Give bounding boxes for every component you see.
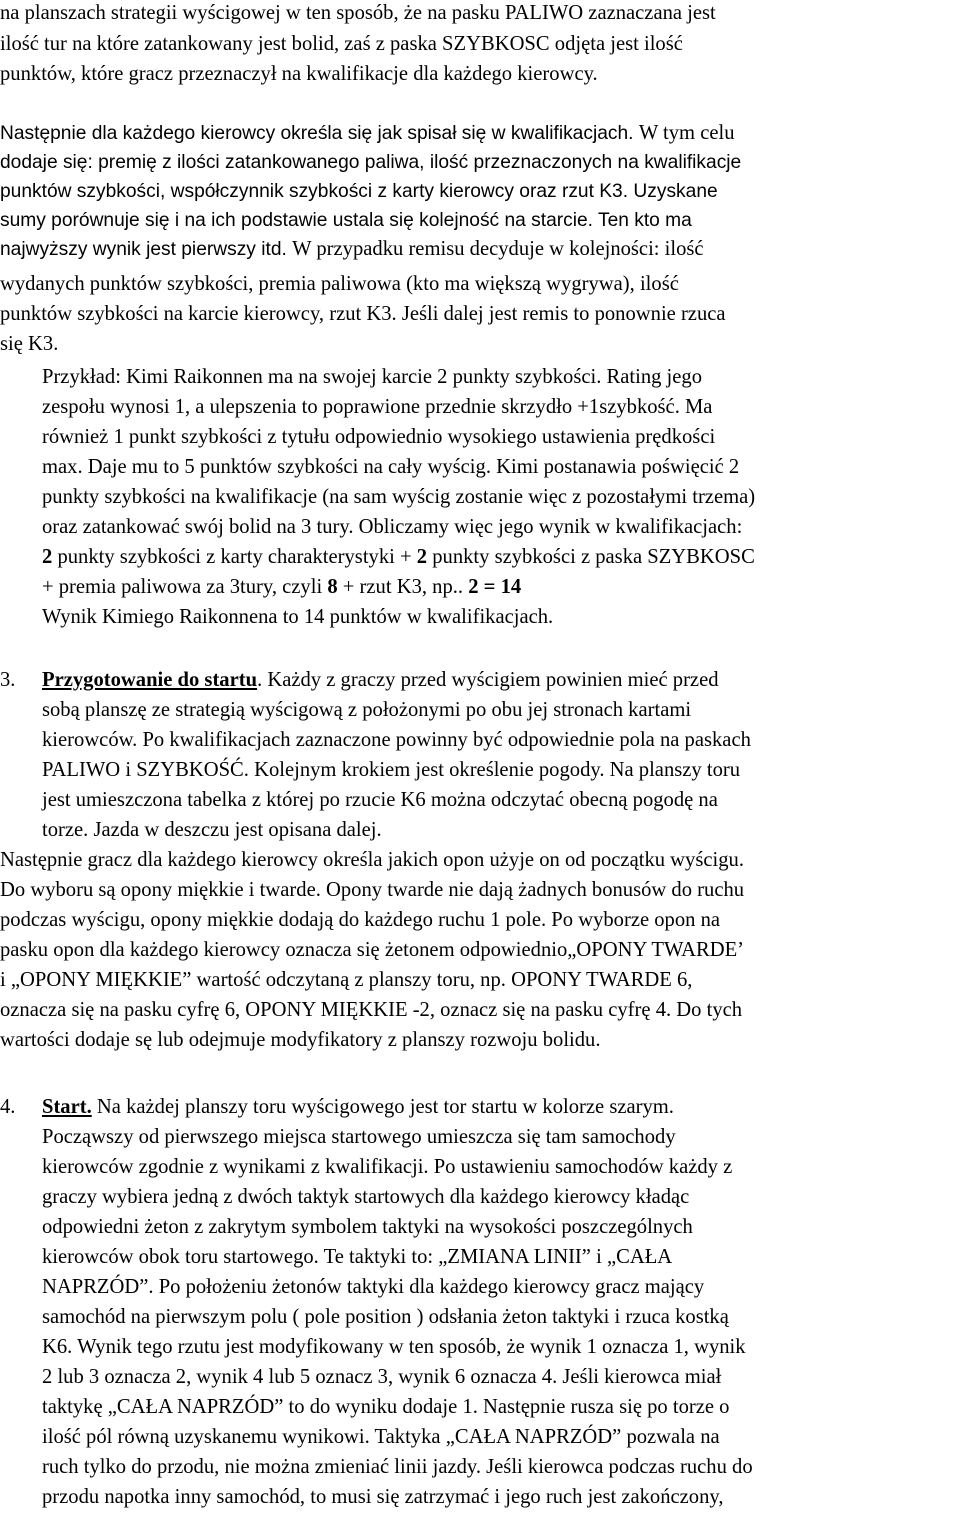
section4-line: ilość pól równą uzyskanemu wynikowi. Taktyka „CAŁA NAPRZÓD” pozwala na	[42, 1426, 720, 1448]
section4-line: 2 lub 3 oznacza 2, wynik 4 lub 5 oznacz 3, wynik 6 oznacza 4. Jeśli kierowca miał	[42, 1366, 722, 1388]
section-number: 3.	[0, 669, 16, 691]
section4-line: kierowców obok toru startowego. Te taktyki to: „ZMIANA LINII” i „CAŁA	[42, 1246, 673, 1268]
section4-line: samochód na pierwszym polu ( pole position ) odsłania żeton taktyki i rzuca kostką	[42, 1306, 729, 1328]
bold-number: 8	[327, 576, 338, 598]
section4-line: przodu napotka inny samochód, to musi się zatrzymać i jego ruch jest zakończony,	[42, 1486, 724, 1508]
text-span: + rzut K3, np..	[337, 576, 469, 598]
text-line: punktów szybkości na karcie kierowcy, rzut K3. Jeśli dalej jest remis to ponownie rzuca	[0, 303, 726, 325]
example-line	[42, 574, 521, 601]
section3-line: wartości dodaje sę lub odejmuje modyfikatory z planszy rozwoju bolidu.	[0, 1029, 601, 1051]
example-line: również 1 punkt szybkości z tytułu odpowiednio wysokiego ustawienia prędkości	[42, 426, 716, 448]
section3-line: jest umieszczona tabelka z której po rzucie K6 można odczytać obecną pogodę na	[42, 789, 718, 811]
text-span: W przypadku remisu decyduje w kolejności: ilość	[292, 238, 704, 260]
section3-line	[42, 667, 719, 694]
section3-line: podczas wyścigu, opony miękkie dodają do każdego ruchu 1 pole. Po wyborze opon na	[0, 909, 721, 931]
example-line: zespołu wynosi 1, a ulepszenia to poprawione przednie skrzydło +1szybkość. Ma	[42, 396, 713, 418]
bold-number: 2	[42, 546, 53, 568]
example-line: oraz zatankować swój bolid na 3 tury. Obliczamy więc jego wynik w kwalifikacjach:	[42, 516, 743, 538]
text-span: najwyższy wynik jest pierwszy itd.	[0, 239, 287, 260]
text-line: dodaje się: premię z ilości zatankowanego paliwa, ilość przeznaczonych na kwalifikacje	[0, 152, 742, 173]
section4-line: NAPRZÓD”. Po położeniu żetonów taktyki dla każdego kierowcy gracz mający	[42, 1276, 705, 1298]
text-span: Następnie dla każdego kierowcy określa się jak spisał się w kwalifikacjach.	[0, 123, 634, 144]
section3-line: oznacza się na pasku cyfrę 6, OPONY MIĘKKIE -2, oznacz się na pasku cyfrę 4. Do tych	[0, 999, 743, 1021]
text-line: wydanych punktów szybkości, premia paliwowa (kto ma większą wygrywa), ilość	[0, 273, 679, 295]
bold-equals: =	[478, 576, 501, 598]
example-line: max. Daje mu to 5 punktów szybkości na cały wyścig. Kimi postanawia poświęcić 2	[42, 456, 740, 478]
section4-line: kierowców zgodnie z wynikami z kwalifikacji. Po ustawieniu samochodów każdy z	[42, 1156, 733, 1178]
bold-number: 2	[468, 576, 479, 598]
text-line	[0, 120, 735, 147]
text-span: Na każdej planszy toru wyścigowego jest tor startu w kolorze szarym.	[91, 1096, 674, 1118]
text-span: + premia paliwowa za 3tury, czyli	[42, 576, 328, 598]
section4-line: K6. Wynik tego rzutu jest modyfikowany w ten sposób, że wynik 1 oznacza 1, wynik	[42, 1336, 746, 1358]
section4-line: odpowiedni żeton z zakrytym symbolem taktyki na wysokości poszczególnych	[42, 1216, 693, 1238]
text-line: się K3.	[0, 333, 59, 355]
text-line	[0, 207, 692, 234]
bold-number: 2	[416, 546, 428, 568]
text-line	[0, 178, 718, 205]
section4-line	[42, 1094, 674, 1121]
section4-line: graczy wybiera jedną z dwóch taktyk startowych dla każdego kierowcy kładąc	[42, 1186, 690, 1208]
section3-line: torze. Jazda w deszczu jest opisana dalej.	[42, 819, 382, 841]
text-span: punktów szybkości, współczynnik szybkości z karty kierowcy oraz rzut K3.	[0, 181, 629, 202]
example-line	[42, 544, 755, 571]
section3-line: i „OPONY MIĘKKIE” wartość odczytaną z planszy toru, np. OPONY TWARDE 6,	[0, 969, 693, 991]
section3-line: pasku opon dla każdego kierowcy oznacza się żetonem odpowiednio„OPONY TWARDE’	[0, 939, 745, 961]
text-line	[0, 236, 704, 263]
section3-line: PALIWO i SZYBKOŚĆ. Kolejnym krokiem jest określenie pogody. Na planszy toru	[42, 759, 741, 781]
text-line: punktów, które gracz przeznaczył na kwalifikacje dla każdego kierowcy.	[0, 63, 598, 85]
section3-line: Następnie gracz dla każdego kierowcy określa jakich opon użyje on od początku wyścigu.	[0, 849, 744, 871]
example-line: punkty szybkości na kwalifikacje (na sam wyścig zostanie więc z pozostałymi trzema)	[42, 486, 756, 508]
text-span: sumy porównuje się i na ich podstawie ustala się kolejność na starcie.	[0, 210, 593, 231]
bold-number: 14	[500, 576, 522, 598]
section3-line: Do wyboru są opony miękkie i twarde. Opony twarde nie dają żadnych bonusów do ruchu	[0, 879, 745, 901]
section-heading: Przygotowanie do startu	[42, 669, 258, 691]
section4-line: Począwszy od pierwszego miejsca startowego umieszcza się tam samochody	[42, 1126, 676, 1148]
text-line: ilość tur na które zatankowany jest bolid, zaś z paska SZYBKOSC odjęta jest ilość	[0, 33, 683, 55]
section-number: 4.	[0, 1096, 16, 1118]
text-span: Uzyskane	[633, 181, 718, 202]
section3-line: kierowców. Po kwalifikacjach zaznaczone powinny być odpowiednie pola na paskach	[42, 729, 751, 751]
section4-line: ruch tylko do przodu, nie można zmieniać linii jazdy. Jeśli kierowca podczas ruchu do	[42, 1456, 753, 1478]
section-heading: Start.	[42, 1096, 92, 1118]
section3-line: sobą planszę ze strategią wyścigową z położonymi po obu jej stronach kartami	[42, 699, 692, 721]
example-line: Przykład: Kimi Raikonnen ma na swojej karcie 2 punkty szybkości. Rating jego	[42, 366, 703, 388]
text-span: punkty szybkości z karty charakterystyki +	[52, 546, 417, 568]
text-line: na planszach strategii wyścigowej w ten sposób, że na pasku PALIWO zaznaczana jest	[0, 2, 716, 24]
text-span: W tym celu	[638, 122, 735, 144]
text-span: punkty szybkości z paska SZYBKOSC	[427, 546, 755, 568]
example-line: Wynik Kimiego Raikonnena to 14 punktów w kwalifikacjach.	[42, 606, 554, 628]
text-span: . Każdy z graczy przed wyścigiem powinien mieć przed	[257, 669, 719, 691]
section4-line: taktykę „CAŁA NAPRZÓD” to do wyniku dodaje 1. Następnie rusza się po torze o	[42, 1396, 730, 1418]
text-span: Ten kto ma	[597, 210, 692, 231]
